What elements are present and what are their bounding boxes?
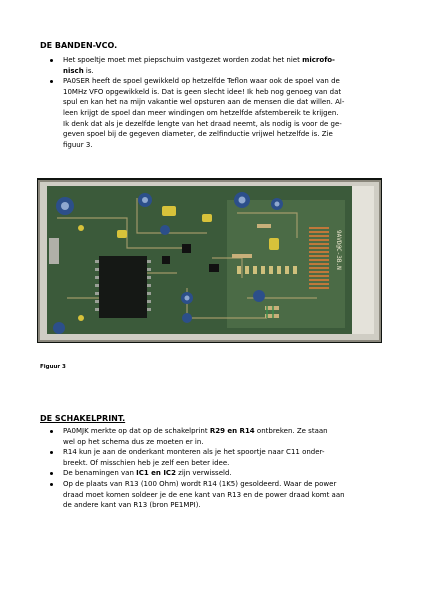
pcb-photo xyxy=(37,178,382,343)
list-item xyxy=(40,468,385,479)
list-item xyxy=(40,479,385,511)
section1-bullet-list xyxy=(40,55,385,150)
list-item-text: De benamingen van xyxy=(63,469,137,478)
board-label: 9AVD@C-3B.N xyxy=(335,230,342,270)
figure-caption: Figuur 3 xyxy=(40,364,66,370)
text-line: Ik denk dat als je dezelfde lengte van het draad neemt, als nodig is voor de ge- xyxy=(63,119,342,128)
text-line: geven spoel bij de gegeven diameter, de zelfinductie vrijwel hetzelfde is. Zie xyxy=(63,130,333,139)
text-line: PA0SER heeft de spoel gewikkeld op hetzelfde Teflon waar ook de spoel van de xyxy=(63,77,340,86)
text-line: 10MHz VFO opgewikkeld is. Dat is geen slecht idee! Ik heb nog genoeg van dat xyxy=(63,87,342,96)
emphasis-text: IC1 en IC2 xyxy=(136,469,176,478)
text-line: breekt. Of misschien heb je zelf een beter idee. xyxy=(63,458,230,467)
text-line: wel op het schema dus ze moeten er in. xyxy=(63,437,204,446)
list-item xyxy=(40,76,385,150)
text-line: leen krijgt de spoel dan meer windingen om hetzelfde afstembereik te krijgen. xyxy=(63,108,339,117)
list-item xyxy=(40,426,385,447)
list-item-text: zijn verwisseld. xyxy=(175,469,232,478)
list-item-text: ontbreken. Ze staan xyxy=(254,427,328,435)
list-item xyxy=(40,55,385,76)
text-line: de andere kant van R13 (bron PE1MPI). xyxy=(63,501,201,510)
emphasis-text: nisch xyxy=(63,66,84,75)
list-item-text: Het spoeltje moet met piepschuim vastgezet worden zodat het niet xyxy=(63,56,303,64)
text-line: R14 kun je aan de onderkant monteren als je het spoortje naar C11 onder- xyxy=(63,448,325,457)
list-item xyxy=(40,447,385,468)
text-line: Op de plaats van R13 (100 Ohm) wordt R14 (1K5) gesoldeerd. Waar de power xyxy=(63,479,337,488)
section-title-text: DE BANDEN-VCO. xyxy=(40,41,118,50)
section-title-banden-vco xyxy=(40,41,117,51)
section-title-schakelprint xyxy=(40,414,125,424)
section-title-text: DE SCHAKELPRINT. xyxy=(40,414,126,423)
list-item-text: is. xyxy=(83,66,94,75)
emphasis-text: microfo- xyxy=(302,56,335,64)
text-line: draad moet komen soldeer je de ene kant van R13 en de power draad komt aan xyxy=(63,490,345,499)
text-line: figuur 3. xyxy=(63,140,93,149)
emphasis-text: R29 en R14 xyxy=(209,427,255,435)
list-item-text: PA0MJK merkte op dat op de schakelprint xyxy=(63,427,210,435)
text-line: spul en kan het na mijn vakantie wel opsturen aan de mensen die dat willen. Al- xyxy=(63,98,345,107)
section2-bullet-list xyxy=(40,426,385,511)
